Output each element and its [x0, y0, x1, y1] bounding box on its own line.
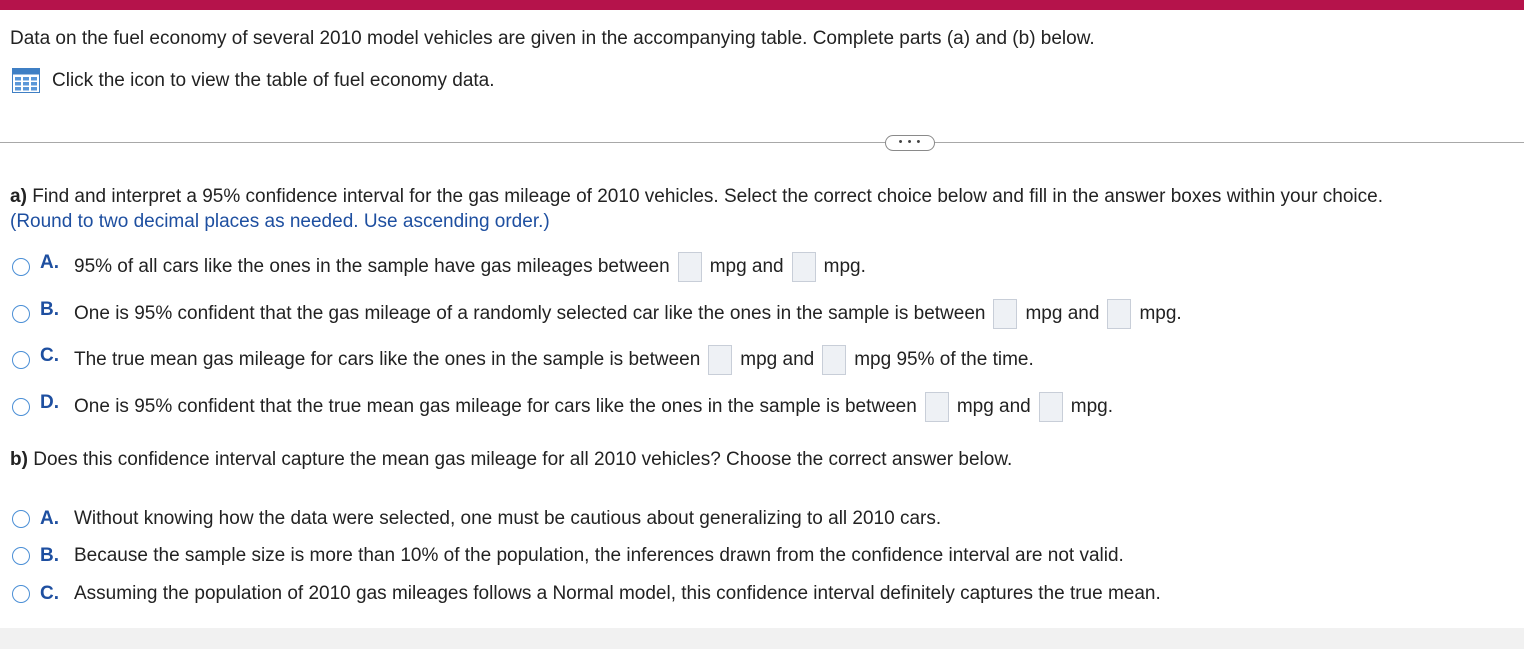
- part-b-option-c[interactable]: [12, 577, 1161, 611]
- radio-button[interactable]: [12, 351, 30, 369]
- radio-button[interactable]: [12, 585, 30, 603]
- part-b-question: [10, 449, 1012, 471]
- option-text: One is 95% confident that the true mean gas mileage for cars like the ones in the sample is between: [74, 396, 917, 417]
- part-a-question: [10, 186, 1383, 208]
- option-text: mpg 95% of the time.: [854, 349, 1034, 370]
- answer-input-lower[interactable]: [925, 392, 949, 422]
- option-text: mpg and: [956, 396, 1031, 417]
- option-letter: D.: [40, 392, 59, 413]
- option-text: Without knowing how the data were selected, one must be cautious about generalizing to all 2010 cars.: [74, 508, 942, 529]
- section-divider: [0, 142, 1524, 143]
- part-b-option-b[interactable]: [12, 539, 1124, 573]
- option-text: Because the sample size is more than 10% of the population, the inferences drawn from the confidence interval are not valid.: [74, 545, 1124, 566]
- answer-input-lower[interactable]: [708, 345, 732, 375]
- part-a-hint: (Round to two decimal places as needed. Use ascending order.): [10, 211, 550, 232]
- answer-input-upper[interactable]: [1107, 299, 1131, 329]
- footer-bar: [0, 628, 1524, 649]
- view-table-link-text[interactable]: Click the icon to view the table of fuel economy data.: [52, 69, 495, 91]
- part-a-option-a[interactable]: [12, 250, 866, 284]
- intro-text: Data on the fuel economy of several 2010 model vehicles are given in the accompanying table. Complete parts (a) and (b) below.: [10, 28, 1095, 49]
- part-b-option-a[interactable]: [12, 502, 941, 536]
- part-b-question-text: Does this confidence interval capture the mean gas mileage for all 2010 vehicles? Choose the correct answer below.: [33, 449, 1013, 470]
- option-letter: B.: [40, 545, 59, 566]
- part-a-option-c[interactable]: [12, 343, 1034, 377]
- answer-input-upper[interactable]: [1039, 392, 1063, 422]
- option-text: 95% of all cars like the ones in the sample have gas mileages between: [74, 256, 670, 277]
- option-letter: B.: [40, 299, 59, 320]
- part-a-question-text: Find and interpret a 95% confidence interval for the gas mileage of 2010 vehicles. Select the correct choice below and fill in the answer boxes within your choice.: [32, 186, 1383, 207]
- answer-input-lower[interactable]: [993, 299, 1017, 329]
- answer-input-upper[interactable]: [822, 345, 846, 375]
- option-letter: C.: [40, 345, 59, 366]
- radio-button[interactable]: [12, 547, 30, 565]
- option-text: mpg and: [1025, 303, 1100, 324]
- more-button[interactable]: • • •: [885, 135, 935, 151]
- option-text: Assuming the population of 2010 gas mileages follows a Normal model, this confidence interval definitely captures the true mean.: [74, 583, 1161, 604]
- radio-button[interactable]: [12, 398, 30, 416]
- part-b-label: b): [10, 449, 28, 470]
- answer-input-upper[interactable]: [792, 252, 816, 282]
- option-letter: A.: [40, 252, 59, 273]
- part-a-option-b[interactable]: [12, 297, 1182, 331]
- option-text: mpg and: [740, 349, 815, 370]
- option-text: mpg and: [709, 256, 784, 277]
- option-text: The true mean gas mileage for cars like the ones in the sample is between: [74, 349, 701, 370]
- radio-button[interactable]: [12, 258, 30, 276]
- option-text: One is 95% confident that the gas mileage of a randomly selected car like the ones in the sample is between: [74, 303, 986, 324]
- table-icon[interactable]: [12, 68, 40, 93]
- option-text: mpg.: [1139, 303, 1182, 324]
- option-letter: A.: [40, 508, 59, 529]
- answer-input-lower[interactable]: [678, 252, 702, 282]
- part-a-label: a): [10, 186, 27, 207]
- part-a-option-d[interactable]: [12, 390, 1113, 424]
- brand-top-bar: [0, 0, 1524, 10]
- radio-button[interactable]: [12, 305, 30, 323]
- radio-button[interactable]: [12, 510, 30, 528]
- option-text: mpg.: [1070, 396, 1114, 417]
- view-table-link[interactable]: [12, 68, 495, 93]
- option-letter: C.: [40, 583, 59, 604]
- option-text: mpg.: [823, 256, 866, 277]
